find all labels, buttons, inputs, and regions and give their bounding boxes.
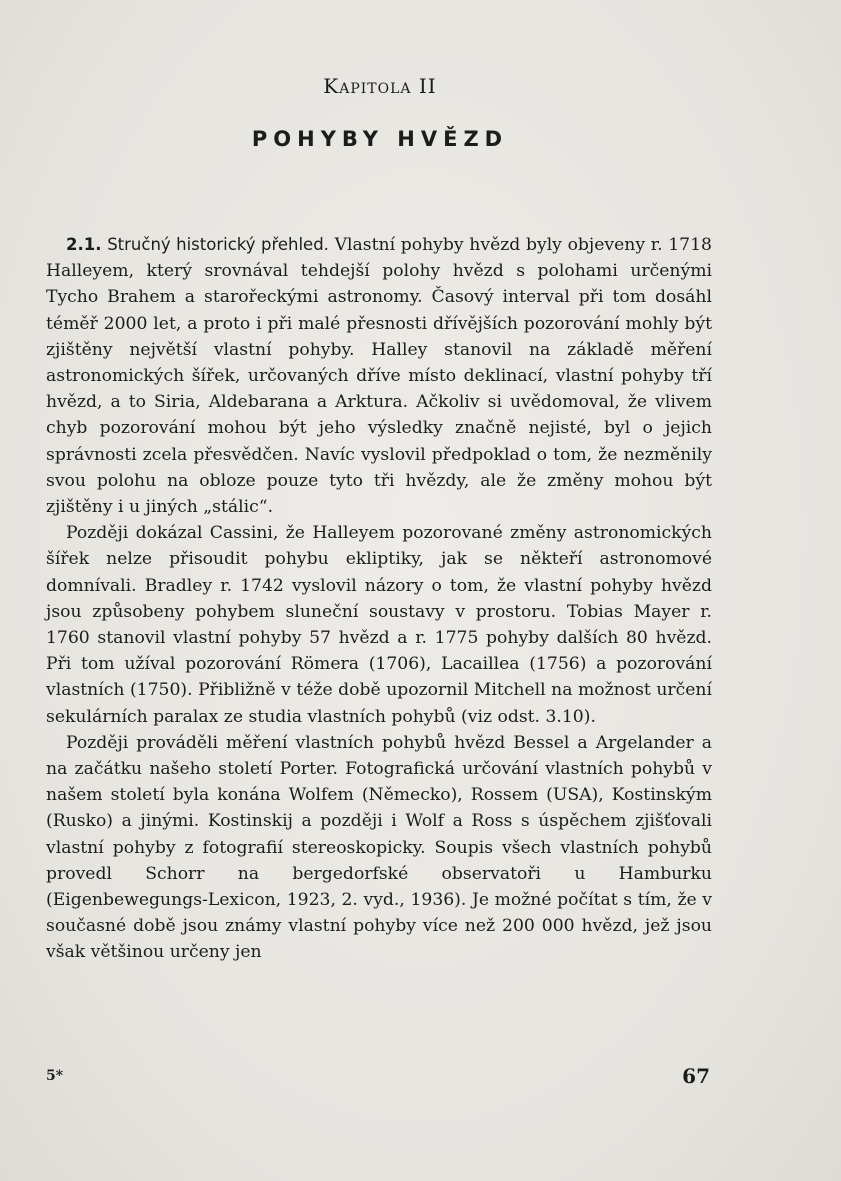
paragraph-3: Později prováděli měření vlastních pohybů hvězd Bessel a Argelander a na začátku našeho století Porter. Fotografická určování vlastních pohybů v našem století byla konána Wolfem (Německo), Rossem (USA), Kostinským (Rusko) a jinými. Kostinskij a později i Wolf a Ross s úspěchem zjišťovali vlastní pohyby z fotografií stereoskopicky. Soupis všech vlastních pohybů provedl Schorr na bergedorfské observatoři u Hamburku (Eigenbewegungs-Lexicon, 1923, 2. vyd., 1936). Je možné počítat s tím, že v současné době jsou známy vlastní pohyby více než 200 000 hvězd, jež jsou však většinou určeny jen — [46, 732, 712, 963]
chapter-title: POHYBY HVĚZD — [251, 127, 509, 151]
section-heading: Stručný historický přehled. — [107, 235, 329, 254]
chapter-label: Kapitola II — [323, 74, 437, 98]
paragraph-text: Vlastní pohyby hvězd byly objeveny r. 1718 Halleyem, který srovnával tehdejší polohy hvězd s polohami určenými Tycho Brahem a starořeckými astronomy. Časový interval při tom dosáhl téměř 2000 let, a proto i při malé přesnosti dřívějších pozorování mohly být zjištěny největší vlastní pohyby. Halley stanovil na základě měření astronomických šířek, určovaných dříve místo deklinací, vlastní pohyby tří hvězd, a to Siria, Aldebarana a Arktura. Ačkoliv si uvědomoval, že vlivem chyb pozorování mohou být jeho výsledky značně nejisté, byl o jejich správnosti zcela přesvědčen. Navíc vyslovil předpoklad o tom, že nezměnily svou polohu na obloze pouze tyto tři hvězdy, ale že změny mohou být zjištěny i u jiných „stálic“. — [46, 235, 712, 518]
body-text — [46, 232, 712, 966]
paragraph-2: Později dokázal Cassini, že Halleyem pozorované změny astronomických šířek nelze přisoudit pohybu ekliptiky, jak se někteří astronomové domnívali. Bradley r. 1742 vyslovil názory o tom, že vlastní pohyby hvězd jsou způsobeny pohybem sluneční soustavy v prostoru. Tobias Mayer r. 1760 stanovil vlastní pohyby 57 hvězd a r. 1775 pohyby dalších 80 hvězd. Při tom užíval pozorování Römera (1706), Lacaillea (1756) a pozorování vlastních (1750). Přibližně v téže době upozornil Mitchell na možnost určení sekulárních paralax ze studia vlastních pohybů (viz odst. 3.10). — [46, 523, 712, 727]
signature-mark: 5* — [46, 1068, 64, 1084]
paragraph-1 — [46, 232, 712, 520]
section-number: 2.1. — [66, 235, 102, 254]
page-number: 67 — [682, 1064, 710, 1088]
